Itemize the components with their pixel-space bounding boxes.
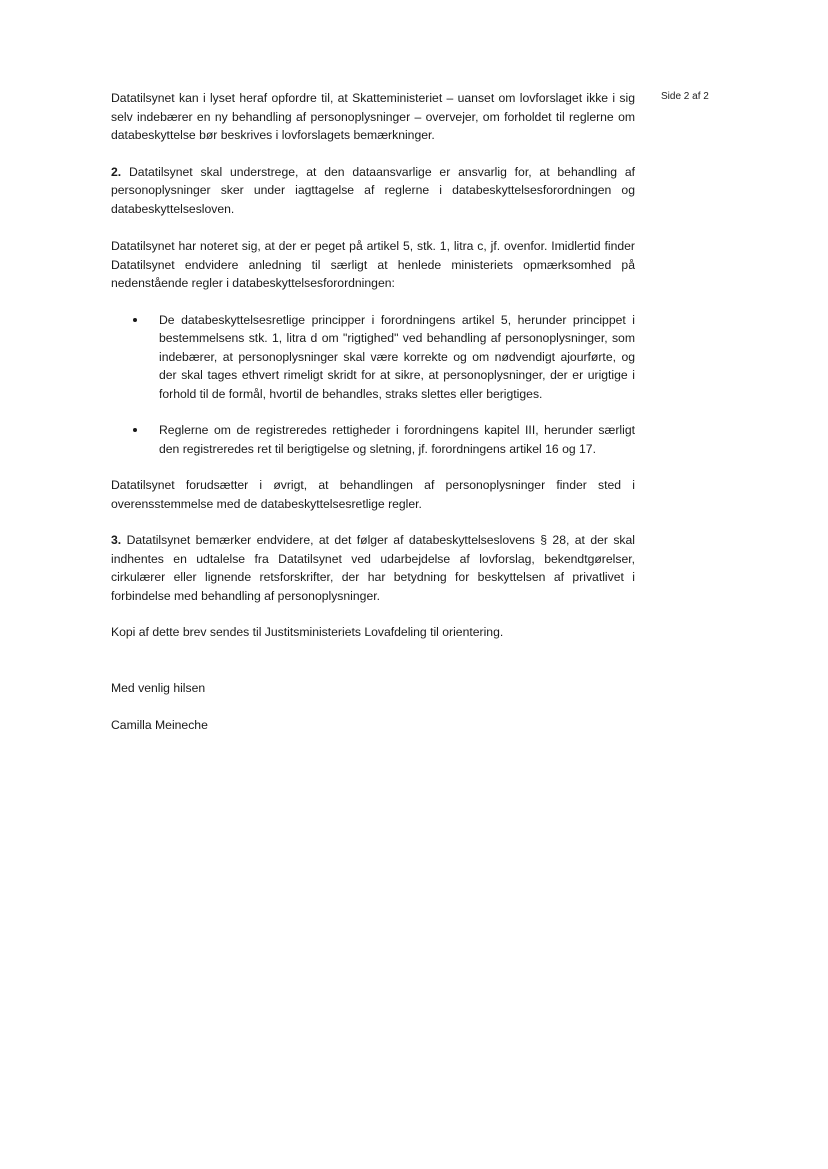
closing-greeting: Med venlig hilsen: [111, 680, 206, 695]
paragraph-point-2: [111, 163, 635, 219]
point-number: 2.: [111, 164, 122, 179]
paragraph-copy: Kopi af dette brev sendes til Justitsministeriets Lovafdeling til orientering.: [111, 625, 504, 639]
list-item-text: De databeskyttelsesretlige principper i forordningens artikel 5, herunder princippet i bestemmelsens stk. 1, litra d om "rigtighed" ved behandling af personoplysninger, som indebærer, at personoplysninger skal være korrekte og om nødvendigt ajourførte, og der skal tages ethvert rimeligt skridt for at sikre, at personoplysninger, der er urigtige i forhold til de formål, hvortil de behandles, straks slettes eller berigtiges.: [159, 312, 635, 401]
signature-name: Camilla Meineche: [111, 718, 208, 732]
point-text: Datatilsynet skal understrege, at den dataansvarlige er ansvarlig for, at behandling af personoplysninger sker under iagttagelse af reglerne i databeskyttelsesforordningen og databeskyttelsesloven.: [111, 164, 636, 216]
paragraph-noted: Datatilsynet har noteret sig, at der er peget på artikel 5, stk. 1, litra c, jf. ovenfor. Imidlertid finder Datatilsynet endvidere anledning til særligt at henlede ministeriets opmærksomhed på nedenstående regler i databeskyttelsesforordningen:: [111, 239, 635, 290]
paragraph-point-3: [111, 531, 635, 605]
point-number: 3.: [111, 533, 122, 547]
list-item: [111, 311, 635, 404]
page-number: Side 2 af 2: [661, 91, 709, 102]
list-item-text: Reglerne om de registreredes rettigheder i forordningens kapitel III, herunder særligt den registreredes ret til berigtigelse og sletning, jf. forordningens artikel 16 og 17.: [159, 423, 635, 456]
list-item: [111, 421, 635, 458]
rules-list: [111, 311, 635, 459]
letter-body: [111, 89, 635, 735]
paragraph-compliance: Datatilsynet forudsætter i øvrigt, at behandlingen af personoplysninger finder sted i overensstemmelse med de databeskyttelsesretlige regler.: [111, 478, 635, 511]
bullet-icon: [133, 318, 137, 322]
bullet-icon: [133, 428, 137, 432]
point-text: Datatilsynet bemærker endvidere, at det følger af databeskyttelseslovens § 28, at der skal indhentes en udtalelse fra Datatilsynet ved udarbejdelse af lovforslag, bekendtgørelser, cirkulærer eller lignende retsforskrifter, der har betydning for beskyttelsen af privatlivet i forbindelse med behandling af personoplysninger.: [111, 533, 635, 603]
paragraph-intro: Datatilsynet kan i lyset heraf opfordre til, at Skatteministeriet – uanset om lovforslaget ikke i sig selv indebærer en ny behandling af personoplysninger – overvejer, om forholdet til reglerne om databeskyttelse bør beskrives i lovforslagets bemærkninger.: [111, 91, 635, 142]
